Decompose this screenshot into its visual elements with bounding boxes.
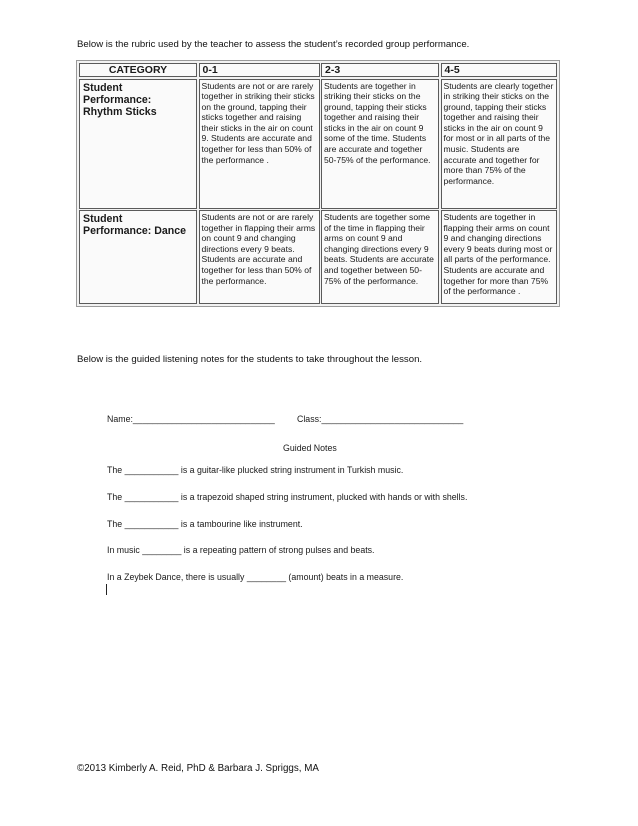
class-blank: Class:_____________________________ bbox=[297, 414, 464, 424]
rubric-cell-rhythm-0-1: Students are not or are rarely together in striking their sticks on the ground, tapping their sticks together and raising their sticks in the air on count 9. Students are accurate and together for less than 50% of the performance . bbox=[199, 79, 320, 209]
rubric-cell-dance-2-3: Students are together some of the time in flapping their arms on count 9 and changing directions every 9 beats. Students are accurate and together between 50-75% of the performance. bbox=[321, 210, 439, 304]
rubric-intro-text: Below is the rubric used by the teacher to assess the student’s recorded group performance. bbox=[77, 39, 470, 50]
fill-in-sentence: The ___________ is a trapezoid shaped string instrument, plucked with hands or with shells. bbox=[107, 492, 468, 502]
fill-in-sentence: In music ________ is a repeating pattern of strong pulses and beats. bbox=[107, 545, 375, 555]
rubric-category-rhythm-sticks: Student Performance: Rhythm Sticks bbox=[79, 79, 197, 209]
worksheet-title: Guided Notes bbox=[283, 443, 337, 453]
copyright-footer: ©2013 Kimberly A. Reid, PhD & Barbara J. Spriggs, MA bbox=[77, 763, 319, 774]
rubric-header-score-0-1: 0-1 bbox=[199, 63, 320, 77]
rubric-header-score-2-3: 2-3 bbox=[321, 63, 439, 77]
rubric-cell-dance-4-5: Students are together in flapping their arms on count 9 and changing directions every 9 beats during most or all parts of the performance. Students are accurate and together for more than 75% of the performance . bbox=[441, 210, 558, 304]
rubric-cell-rhythm-4-5: Students are clearly together in striking their sticks on the ground, tapping their sticks together and raising their sticks in the air on count 9 for most or in all parts of the music. Students are accurate and together for more than 75% of the performance. bbox=[441, 79, 558, 209]
fill-in-sentence: The ___________ is a guitar-like plucked string instrument in Turkish music. bbox=[107, 465, 404, 475]
rubric-cell-rhythm-2-3: Students are together in striking their sticks on the ground, tapping their sticks together and raising their sticks in the air on count 9 some of the time. Students are accurate and together 50-75% of the performance. bbox=[321, 79, 439, 209]
fill-in-sentence: The ___________ is a tambourine like instrument. bbox=[107, 519, 303, 529]
rubric-table bbox=[76, 60, 560, 307]
text-cursor bbox=[106, 584, 107, 595]
rubric-category-dance: Student Performance: Dance bbox=[79, 210, 197, 304]
notes-intro-text: Below is the guided listening notes for the students to take throughout the lesson. bbox=[77, 354, 423, 365]
rubric-cell-dance-0-1: Students are not or are rarely together in flapping their arms on count 9 and changing directions every 9 beats. Students are accurate and together for less than 50% of the performance. bbox=[199, 210, 320, 304]
fill-in-sentence: In a Zeybek Dance, there is usually ________ (amount) beats in a measure. bbox=[107, 572, 404, 582]
rubric-header-category: CATEGORY bbox=[79, 63, 197, 77]
name-blank: Name:_____________________________ bbox=[107, 414, 275, 424]
rubric-header-score-4-5: 4-5 bbox=[441, 63, 558, 77]
